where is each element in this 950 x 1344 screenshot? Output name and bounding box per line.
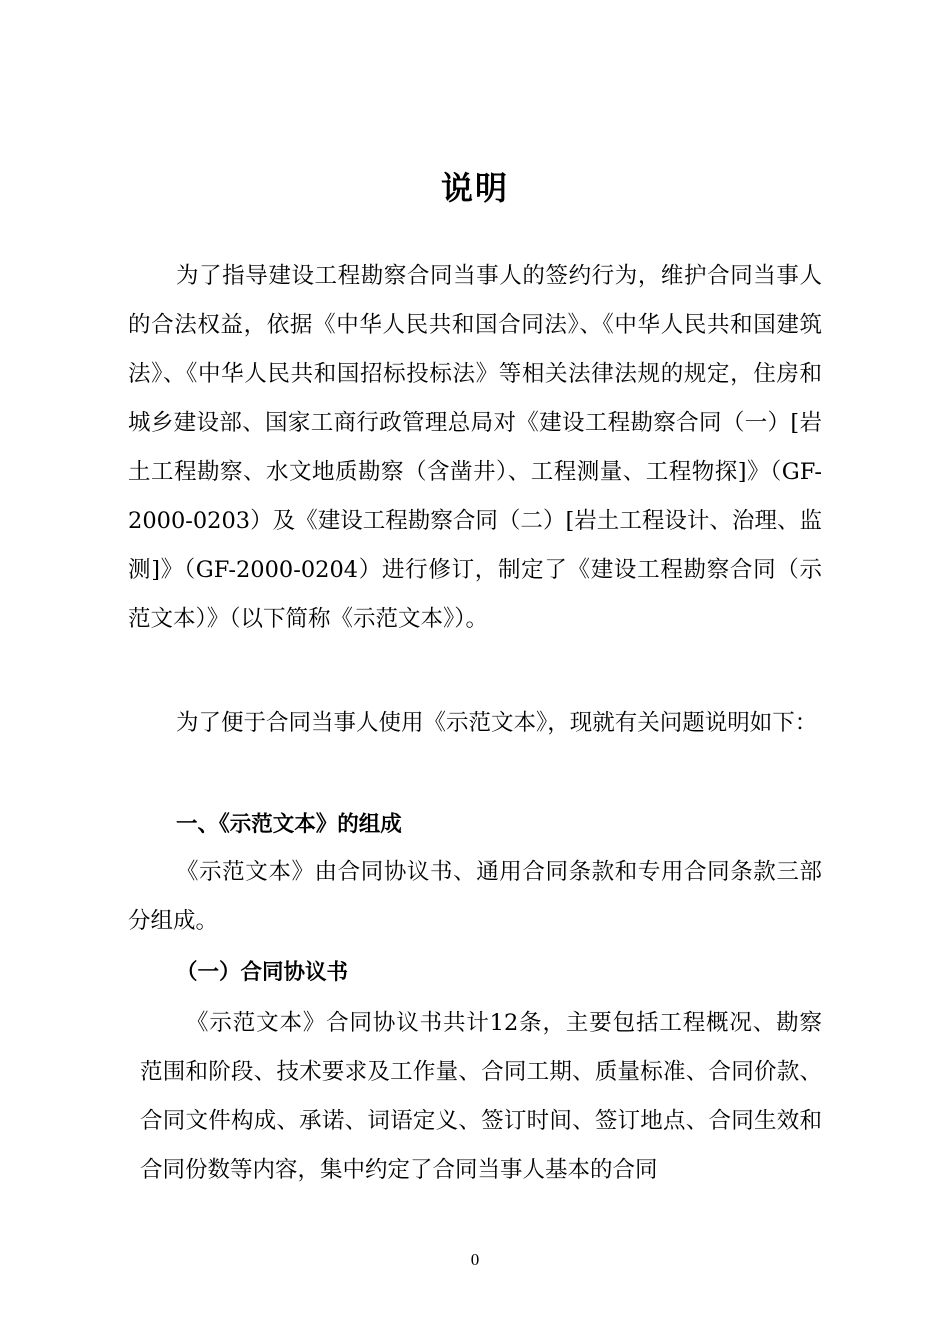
composition-paragraph: 《示范文本》由合同协议书、通用合同条款和专用合同条款三部分组成。 xyxy=(128,859,822,934)
section-heading-composition: 一、《示范文本》的组成 xyxy=(176,812,402,837)
intro-paragraph: 为了指导建设工程勘察合同当事人的签约行为，维护合同当事人的合法权益，依据《中华人民共和国合同法》、《中华人民共和国建筑法》、《中华人民共和国招标投标法》等相关法律法规的规定，住房和城乡建设部、国家工商行政管理总局对《建设工程勘察合同（一）[岩土工程勘察、水文地质勘察（含凿井）、工程测量、工程物探]》（GF-2000-0203）及《建设工程勘察合同（二）[岩土工程设计、治理、监测]》（GF-2000-0204）进行修订，制定了《建设工程勘察合同（示范文本）》（以下简称《示范文本》）。 xyxy=(128,263,822,632)
document-title: 说明 xyxy=(440,169,509,207)
agreement-paragraph: 《示范文本》合同协议书共计12条，主要包括工程概况、勘察范围和阶段、技术要求及工作量、合同工期、质量标准、合同价款、合同文件构成、承诺、词语定义、签订时间、签订地点、合同生效和合同份数等内容，集中约定了合同当事人基本的合同 xyxy=(140,1010,822,1183)
usage-paragraph: 为了便于合同当事人使用《示范文本》，现就有关问题说明如下： xyxy=(176,710,818,736)
subsection-heading-agreement: （一）合同协议书 xyxy=(176,960,349,985)
page-number: 0 xyxy=(470,1250,480,1269)
